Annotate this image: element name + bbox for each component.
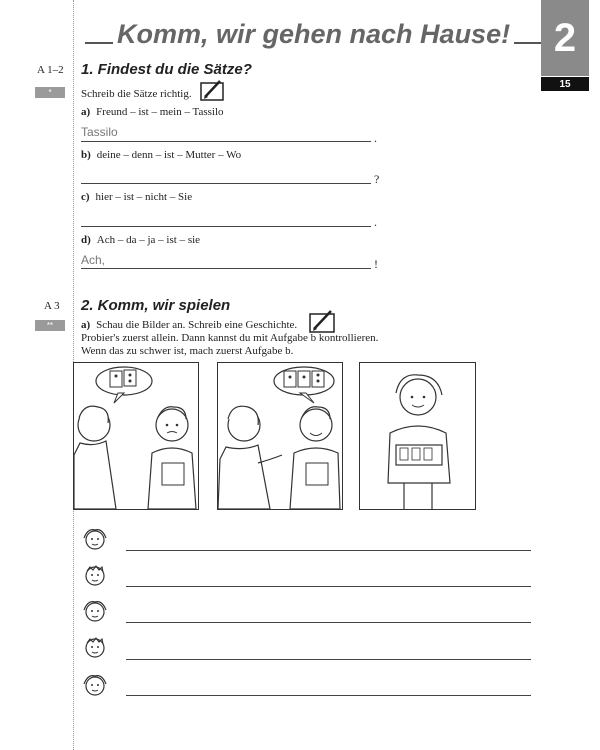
item-letter: d) xyxy=(81,234,91,246)
picture-1 xyxy=(73,362,199,510)
picture-3 xyxy=(359,362,476,510)
section2-instruction-2: Probier's zuerst allein. Dann kannst du mit Aufgabe b kontrollieren. xyxy=(81,332,379,344)
punct-a: . xyxy=(374,131,377,145)
answer-text-a: Tassilo xyxy=(81,125,118,139)
boy-face-icon xyxy=(80,562,110,593)
section1-instruction: Schreib die Sätze richtig. xyxy=(81,88,192,100)
girl-face-icon xyxy=(80,672,110,703)
answer-line-c[interactable] xyxy=(81,226,371,227)
page-number: 15 xyxy=(541,77,589,91)
pencil-write-icon xyxy=(200,80,226,107)
section1-title: 1. Findest du die Sätze? xyxy=(81,61,252,78)
girl-face-icon xyxy=(80,526,110,557)
section1-difficulty-badge: * xyxy=(35,87,65,98)
item-words: hier – ist – nicht – Sie xyxy=(95,191,193,203)
section2-difficulty-badge: ** xyxy=(35,320,65,331)
answer-line-a[interactable] xyxy=(81,141,371,142)
section2-instruction-1 xyxy=(81,319,297,331)
page-title: Komm, wir gehen nach Hause! xyxy=(117,18,511,49)
item-words: Ach – da – ja – ist – sie xyxy=(96,234,201,246)
section2-instruction-3: Wenn das zu schwer ist, mach zuerst Aufgabe b. xyxy=(81,345,294,357)
section2-title: 2. Komm, wir spielen xyxy=(81,297,231,314)
punct-b: ? xyxy=(374,172,380,186)
item-words: Freund – ist – mein – Tassilo xyxy=(96,106,224,118)
writing-line-1[interactable] xyxy=(126,550,531,551)
girl-face-icon xyxy=(80,598,110,629)
section1-ref: A 1–2 xyxy=(37,64,64,76)
picture-2 xyxy=(217,362,343,510)
section2-ref: A 3 xyxy=(44,300,60,312)
item-letter: a) xyxy=(81,106,91,118)
answer-text-d: Ach, xyxy=(81,253,106,267)
section1-item-d xyxy=(81,234,200,246)
item-words: deine – denn – ist – Mutter – Wo xyxy=(96,149,242,161)
instruction-text: Schau die Bilder an. Schreib eine Geschichte. xyxy=(96,319,298,331)
page-header xyxy=(85,14,535,54)
punct-c: . xyxy=(374,215,377,229)
writing-line-4[interactable] xyxy=(126,659,531,660)
title-rule-left xyxy=(85,24,113,44)
item-letter: b) xyxy=(81,149,91,161)
punct-d: ! xyxy=(374,257,378,271)
item-letter: a) xyxy=(81,319,91,331)
writing-line-3[interactable] xyxy=(126,622,531,623)
answer-line-b[interactable] xyxy=(81,183,371,184)
item-letter: c) xyxy=(81,191,90,203)
writing-line-5[interactable] xyxy=(126,695,531,696)
answer-line-d[interactable] xyxy=(81,268,371,269)
boy-face-icon xyxy=(80,634,110,665)
section1-item-a xyxy=(81,106,224,118)
writing-line-2[interactable] xyxy=(126,586,531,587)
section1-item-b xyxy=(81,149,241,161)
chapter-number: 2 xyxy=(541,0,589,76)
section1-item-c xyxy=(81,191,192,203)
